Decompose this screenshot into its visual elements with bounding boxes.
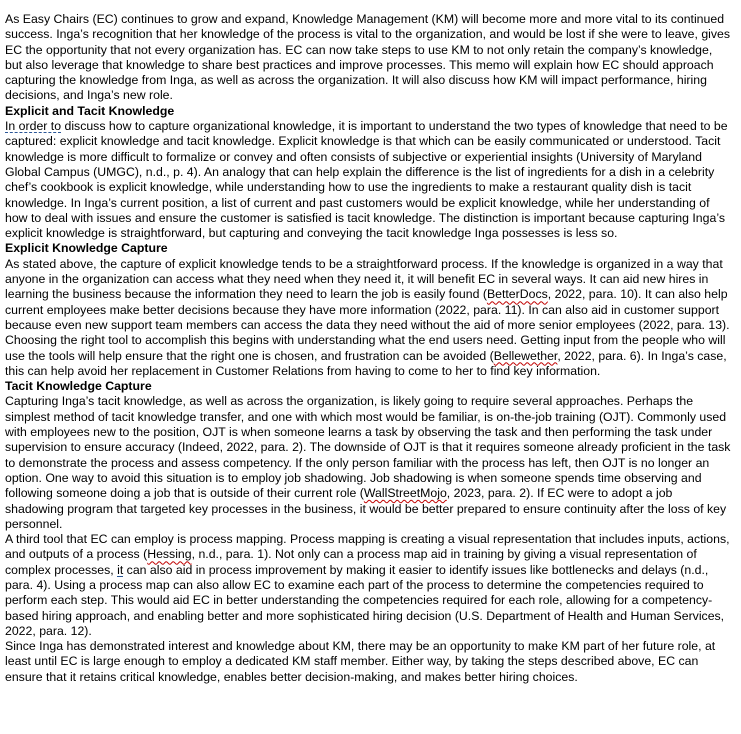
closing-paragraph: Since Inga has demonstrated interest and knowledge about KM, there may be an opportunity to make KM part of her future role, at least until EC is large enough to employ a dedicated KM staff member. Either way, by taking the steps described above, EC can ensure that it retains critical knowledge, enables better decision-making, and makes better hiring choices. <box>5 639 716 684</box>
heading-tacit-capture: Tacit Knowledge Capture <box>5 379 152 394</box>
spelling-flag[interactable]: Hessing <box>147 547 192 562</box>
explicit-capture-paragraph <box>5 257 731 379</box>
text-run: , 2022, para. 6). In Inga’s case, this can help avoid her replacement in Customer Relations from having to come to her to find key information. <box>5 348 727 378</box>
spelling-flag[interactable]: Bellewether <box>493 348 558 363</box>
intro-paragraph: As Easy Chairs (EC) continues to grow and expand, Knowledge Management (KM) will become more and more vital to its continued success. Inga’s recognition that her knowledge of the process is vital to the organization, and would be lost if she were to leave, gives EC the opportunity that not every organization has. EC can now take steps to use KM to not only retain the company’s knowledge, but also leverage that knowledge to share best practices and improve processes. This memo will explain how EC should approach capturing the knowledge from Inga, as well as across the organization. It will also discuss how KM will impact performance, hiring decisions, and Inga’s new role. <box>5 12 731 103</box>
grammar-flag[interactable]: In order to <box>5 119 62 134</box>
text-run: , 2022, para. 10). It can also help current employees make better decisions because they have more information (2022, para. 11). In can also aid in customer support because even new support team members can access the data they need without the aid of more senior employees (2022, para. 13). Choosing the right tool to accomplish this begins with understanding what the end users need. Getting input from the people who will use the tools will help ensure that the right one is chosen, and frustration can be avoided ( <box>5 287 730 363</box>
spelling-flag[interactable]: WallStreetMojo <box>363 486 447 501</box>
text-run: can also aid in process improvement by making it easier to identify issues like bottlenecks and delays (n.d., para. 4). Using a process map can also allow EC to examine each part of the process to determine the competencies required to perform each step. This would aid EC in better understanding the competencies required for each role, allowing for a competency-based hiring approach, and enabling better and more sophisticated hiring decision (U.S. Department of Health and Human Services, 2022, para. 12). <box>5 562 725 638</box>
explicit-tacit-paragraph <box>5 119 731 241</box>
process-mapping-paragraph <box>5 532 731 639</box>
heading-explicit-capture: Explicit Knowledge Capture <box>5 241 168 256</box>
text-run: As stated above, the capture of explicit knowledge tends to be a straightforward process. If the knowledge is organized in a way that anyone in the organization can access what they need when they need it, it will benefit EC in several ways. It can aid new hires in learning the business because the information they need to learn the job is easily found ( <box>5 256 723 302</box>
text-run: , 2023, para. 2). If EC were to adopt a job shadowing program that targeted key processes in the business, it would be better prepared to ensure continuity after the loss of key personnel. <box>5 486 727 531</box>
grammar-flag[interactable]: it <box>117 562 124 577</box>
spelling-flag[interactable]: BetterDocs <box>486 287 548 302</box>
text-run: A third tool that EC can employ is process mapping. Process mapping is creating a visual representation that includes inputs, actions, and outputs of a process ( <box>5 532 730 562</box>
text-run: , n.d., para. 1). Not only can a process map aid in training by giving a visual representation of complex processes, <box>5 547 697 577</box>
tacit-capture-paragraph <box>5 394 731 532</box>
text-run: discuss how to capture organizational knowledge, it is important to understand the two types of knowledge that need to be captured: explicit knowledge and tacit knowledge. Explicit knowledge is that which can be easily communicated or understood. Tacit knowledge is more difficult to formalize or convey and often consists of subjective or experiential insights (University of Maryland Global Campus (UMGC), n.d., p. 4). An analogy that can help explain the difference is the list of ingredients for a dish in a celebrity chef’s cookbook is explicit knowledge, while understanding how to use the ingredients to make a restaurant quality dish is tacit knowledge. In Inga’s current position, a list of current and past customers would be explicit knowledge, while her understanding of how to deal with issues and ensure the customer is satisfied is tacit knowledge. The distinction is important because capturing Inga’s explicit knowledge is straightforward, but capturing and conveying the tacit knowledge Inga possesses is less so. <box>5 119 728 241</box>
heading-explicit-tacit: Explicit and Tacit Knowledge <box>5 103 175 118</box>
document-body <box>5 12 731 685</box>
text-run: Capturing Inga’s tacit knowledge, as well as across the organization, is likely going to require several approaches. Perhaps the simplest method of tacit knowledge transfer, and one with which most would be familiar, is on-the-job training (OJT). Commonly used with employees new to the position, OJT is when someone learns a task by observing the task and then performing the task under supervision to ensure accuracy (Indeed, 2022, para. 2). The downside of OJT is that it requires someone already proficient in the task to demonstrate the process and assess competency. If the only person familiar with the process has left, then OJT is no longer an option. One way to avoid this situation is to employ job shadowing. Job shadowing is when someone spends time observing and following someone doing a job that is outside of their current role ( <box>5 394 731 501</box>
